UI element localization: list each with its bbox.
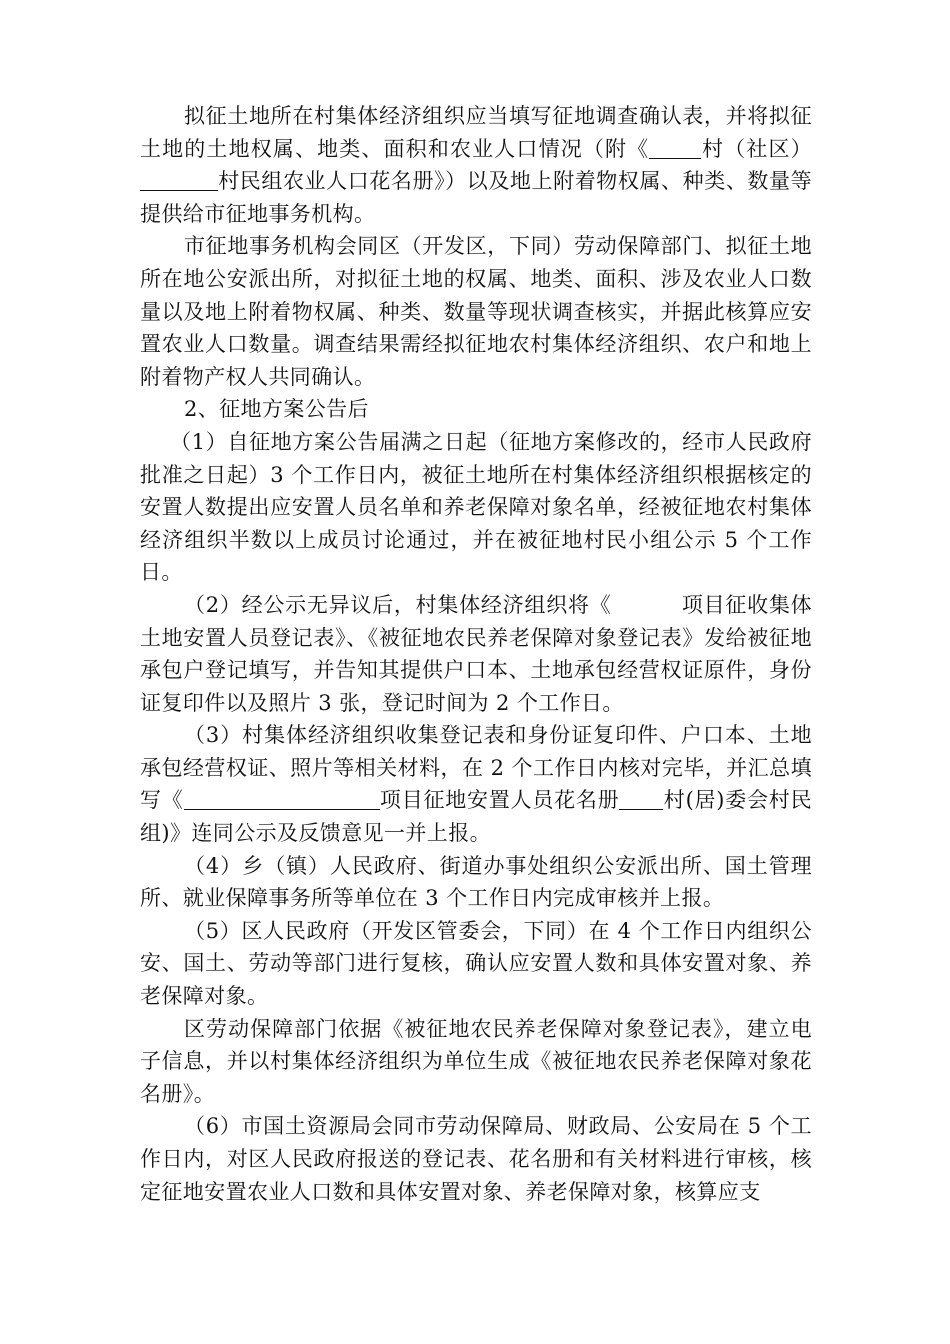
paragraph-text: 项目征收集体土地安置人员登记表》、《被征地农民养老保障对象登记表》发给被征地承包户登记填写，并告知其提供户口本、土地承包经营权证原件，身份证复印件以及照片 3 张，登记时间为 2 个工作日。	[140, 592, 812, 715]
fill-in-blank	[184, 787, 380, 810]
paragraph-text: 项目征地安置人员花名册	[379, 788, 620, 813]
document-body	[140, 100, 812, 1208]
paragraph-labor-dept: 区劳动保障部门依据《被征地农民养老保障对象登记表》，建立电子信息，并以村集体经济组织为单位生成《被征地农民养老保障对象花名册》。	[140, 1016, 812, 1106]
fill-in-blank	[619, 787, 663, 810]
paragraph-text: 村民组农业人口花名册》）以及地上附着物权属、种类、数量等提供给市征地事务机构。	[140, 169, 812, 226]
paragraph-item-2	[140, 589, 812, 719]
fill-in-blank	[649, 136, 701, 159]
fill-in-blank	[140, 168, 218, 191]
paragraph-survey	[140, 100, 812, 230]
paragraph-item-5: （5）区人民政府（开发区管委会，下同）在 4 个工作日内组织公安、国土、劳动等部门进行复核，确认应安置人数和具体安置对象、养老保障对象。	[140, 918, 812, 1009]
section-heading: 2、征地方案公告后	[184, 397, 369, 422]
paragraph-text: 村（社区）	[701, 136, 812, 161]
paragraph-item-6: （6）市国土资源局会同市劳动保障局、财政局、公安局在 5 个工作日内，对区人民政府报送的登记表、花名册和有关材料进行审核，核定征地安置农业人口数和具体安置对象、养老保障对象，核算应支	[140, 1114, 812, 1204]
paragraph-text: （3）村集体经济组织收集登记表和身份证复印件、户口本、土地承包经营权证、照片等相关材料，在 2 个工作日内核对完毕，并汇总填写《	[140, 723, 812, 813]
paragraph-item-1: （1）自征地方案公告届满之日起（征地方案修改的，经市人民政府批准之日起）3 个工作日内，被征土地所在村集体经济组织根据核定的安置人数提出应安置人员名单和养老保障对象名单，经被征地农村集体经济组织半数以上成员讨论通过，并在被征地村民小组公示 5 个工作日。	[140, 429, 812, 585]
paragraph-text: 拟征土地所在村集体经济组织应当填写征地调查确认表，并将拟征土地的土地权属、地类、面积和农业人口情况（附《	[140, 104, 812, 161]
paragraph-item-3	[140, 719, 812, 849]
paragraph-text: 村(居)委会村民组)》连同公示及反馈意见一并上报。	[140, 788, 812, 846]
paragraph-text: （2）经公示无异议后，村集体经济组织将《	[184, 592, 612, 617]
paragraph-item-4: （4）乡（镇）人民政府、街道办事处组织公安派出所、国土管理所、就业保障事务所等单位在 3 个工作日内完成审核并上报。	[140, 853, 812, 911]
paragraph-verification: 市征地事务机构会同区（开发区，下同）劳动保障部门、拟征土地所在地公安派出所，对拟征土地的权属、地类、面积、涉及农业人口数量以及地上附着物权属、种类、数量等现状调查核实，并据此核算应安置农业人口数量。调查结果需经拟征地农村集体经济组织、农户和地上附着物产权人共同确认。	[140, 234, 812, 389]
